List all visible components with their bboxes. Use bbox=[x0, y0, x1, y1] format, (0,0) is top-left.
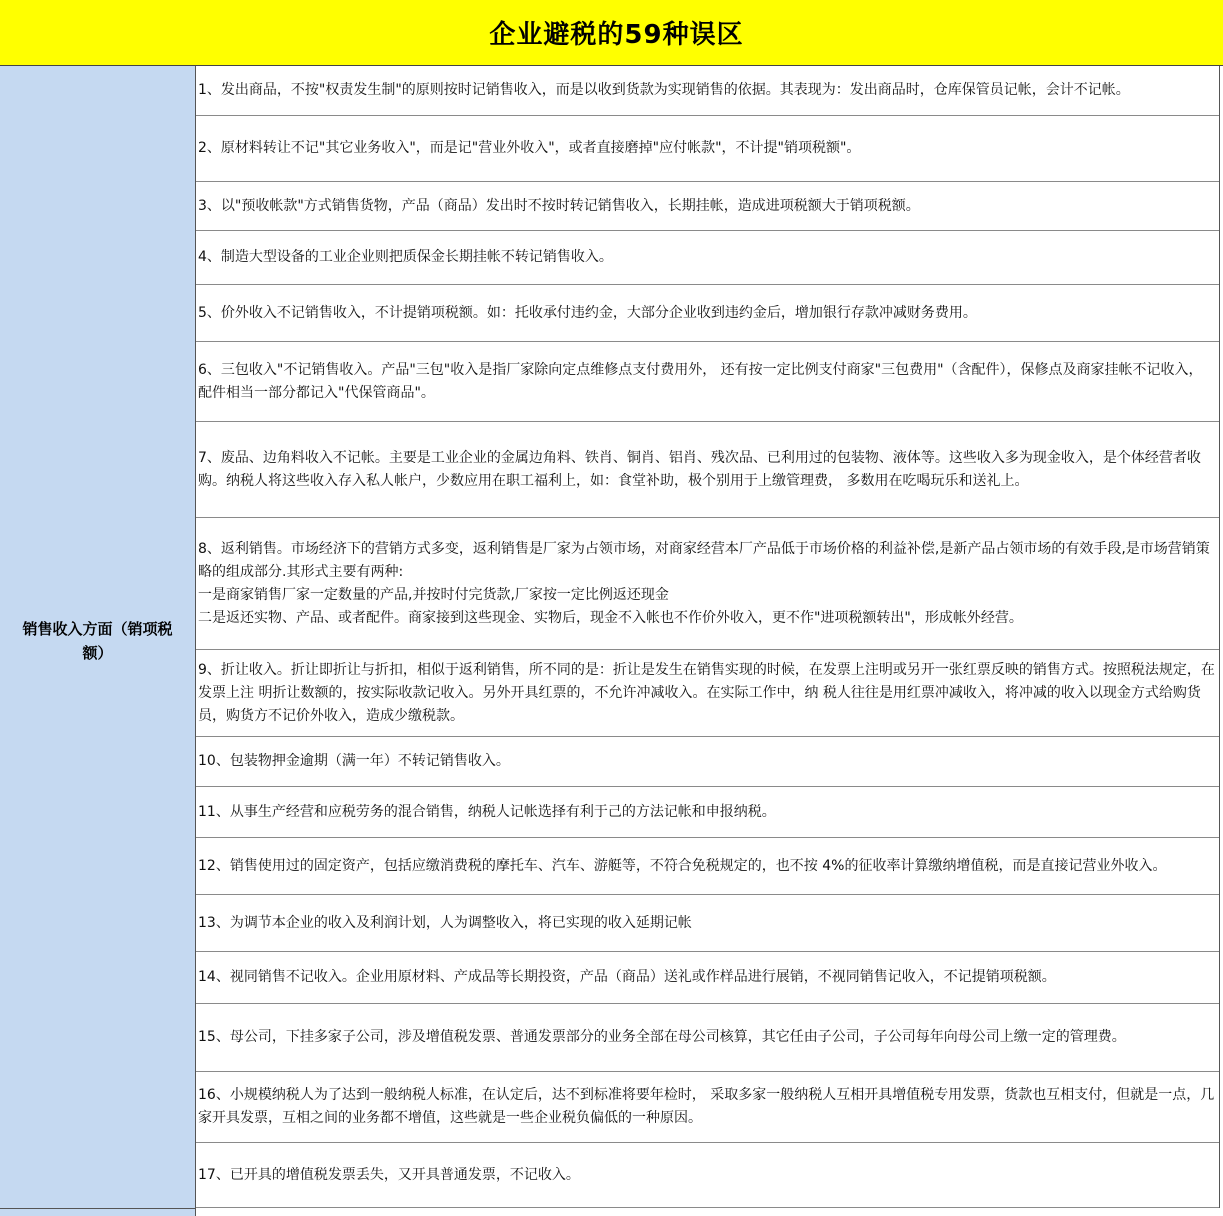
table-row[interactable] bbox=[196, 182, 1219, 231]
row-text: 8、返利销售。市场经济下的营销方式多变，返利销售是厂家为占领市场，对商家经营本厂产品低于市场价格的利益补偿,是新产品占领市场的有效手段,是市场营销策略的组成部分.其形式主要有两种: 一是商家销售厂家一定数量的产品,并按时付完货款,厂家按一定比例返还现金 二是返还实物、产品、或者配件。商家接到这些现金、实物后，现金不入帐也不作价外收入，更不作"进项税额转出"，形成帐外经营。 bbox=[198, 540, 1210, 626]
table-row[interactable] bbox=[196, 66, 1219, 116]
row-text: 17、已开具的增值税发票丢失，又开具普通发票，不记收入。 bbox=[198, 1166, 580, 1183]
table-row[interactable] bbox=[196, 1143, 1219, 1208]
category-cell[interactable] bbox=[0, 66, 196, 1216]
table-row[interactable] bbox=[196, 1072, 1219, 1143]
row-text: 7、废品、边角料收入不记帐。主要是工业企业的金属边角料、铁肖、铜肖、铝肖、残次品、已利用过的包装物、液体等。这些收入多为现金收入，是个体经营者收购。纳税人将这些收入存入私人帐户，少数应用在职工福利上，如：食堂补助，极个别用于上缴管理费， 多数用在吃喝玩乐和送礼上。 bbox=[198, 449, 1201, 489]
table-row[interactable] bbox=[196, 285, 1219, 342]
row-text: 3、以"预收帐款"方式销售货物，产品（商品）发出时不按时转记销售收入，长期挂帐，造成进项税额大于销项税额。 bbox=[198, 197, 920, 214]
row-text: 2、原材料转让不记"其它业务收入"，而是记"营业外收入"，或者直接磨掉"应付帐款"，不计提"销项税额"。 bbox=[198, 140, 861, 156]
table-row[interactable] bbox=[196, 116, 1219, 182]
page-title: 企业避税的59种误区 bbox=[489, 20, 744, 50]
table-row[interactable] bbox=[196, 895, 1219, 952]
row-text: 6、三包收入"不记销售收入。产品"三包"收入是指厂家除向定点维修点支付费用外， 还有按一定比例支付商家"三包费用"（含配件），保修点及商家挂帐不记收入，配件相当一部分都记入"代保管商品"。 bbox=[198, 361, 1203, 401]
row-text: 13、为调节本企业的收入及利润计划，人为调整收入，将已实现的收入延期记帐 bbox=[198, 914, 692, 931]
table-row[interactable] bbox=[196, 518, 1219, 650]
table-row[interactable] bbox=[196, 838, 1219, 895]
row-text: 1、发出商品，不按"权责发生制"的原则按时记销售收入，而是以收到货款为实现销售的依据。其表现为：发出商品时，仓库保管员记帐，会计不记帐。 bbox=[198, 82, 1130, 98]
table-row[interactable] bbox=[196, 737, 1219, 787]
table-row[interactable] bbox=[196, 1004, 1219, 1072]
row-text: 11、从事生产经营和应税劳务的混合销售，纳税人记帐选择有利于己的方法记帐和申报纳税。 bbox=[198, 803, 776, 820]
table-row[interactable] bbox=[196, 650, 1219, 737]
row-text: 14、视同销售不记收入。企业用原材料、产成品等长期投资，产品（商品）送礼或作样品进行展销，不视同销售记收入，不记提销项税额。 bbox=[198, 969, 1056, 985]
category-label: 销售收入方面（销项税额） bbox=[22, 620, 173, 662]
title-bar bbox=[0, 0, 1223, 66]
row-text: 9、折让收入。折让即折让与折扣，相似于返利销售，所不同的是：折让是发生在销售实现的时候，在发票上注明或另开一张红票反映的销售方式。按照税法规定，在发票上注 明折让数额的，按实际收款记收入。另外开具红票的，不允许冲减收入。在实际工作中，纳 税人往往是用红票冲减收入，将冲减的收入以现金方式给购货员，购货方不记价外收入，造成少缴税款。 bbox=[198, 661, 1215, 724]
row-text: 15、母公司，下挂多家子公司，涉及增值税发票、普通发票部分的业务全部在母公司核算，其它任由子公司，子公司每年向母公司上缴一定的管理费。 bbox=[198, 1029, 1126, 1045]
table-row[interactable] bbox=[196, 231, 1219, 285]
row-text: 4、制造大型设备的工业企业则把质保金长期挂帐不转记销售收入。 bbox=[198, 249, 613, 265]
table-row[interactable] bbox=[196, 422, 1219, 518]
table-row[interactable] bbox=[196, 787, 1219, 838]
table-row[interactable] bbox=[196, 342, 1219, 422]
item-list bbox=[196, 66, 1220, 1208]
row-text: 5、价外收入不记销售收入，不计提销项税额。如：托收承付违约金，大部分企业收到违约金后，增加银行存款冲减财务费用。 bbox=[198, 304, 977, 321]
spreadsheet-grid bbox=[0, 66, 1223, 1216]
table-row[interactable] bbox=[196, 952, 1219, 1004]
next-category-cell[interactable] bbox=[0, 1208, 196, 1216]
row-text: 16、小规模纳税人为了达到一般纳税人标准，在认定后，达不到标准将要年检时， 采取多家一般纳税人互相开具增值税专用发票，货款也互相支付，但就是一点，几家开具发票，互相之间的业务都不增值，这些就是一些企业税负偏低的一种原因。 bbox=[198, 1087, 1215, 1126]
row-text: 10、包装物押金逾期（满一年）不转记销售收入。 bbox=[198, 753, 510, 769]
row-text: 12、销售使用过的固定资产，包括应缴消费税的摩托车、汽车、游艇等，不符合免税规定的，也不按 4%的征收率计算缴纳增值税，而是直接记营业外收入。 bbox=[198, 857, 1167, 874]
